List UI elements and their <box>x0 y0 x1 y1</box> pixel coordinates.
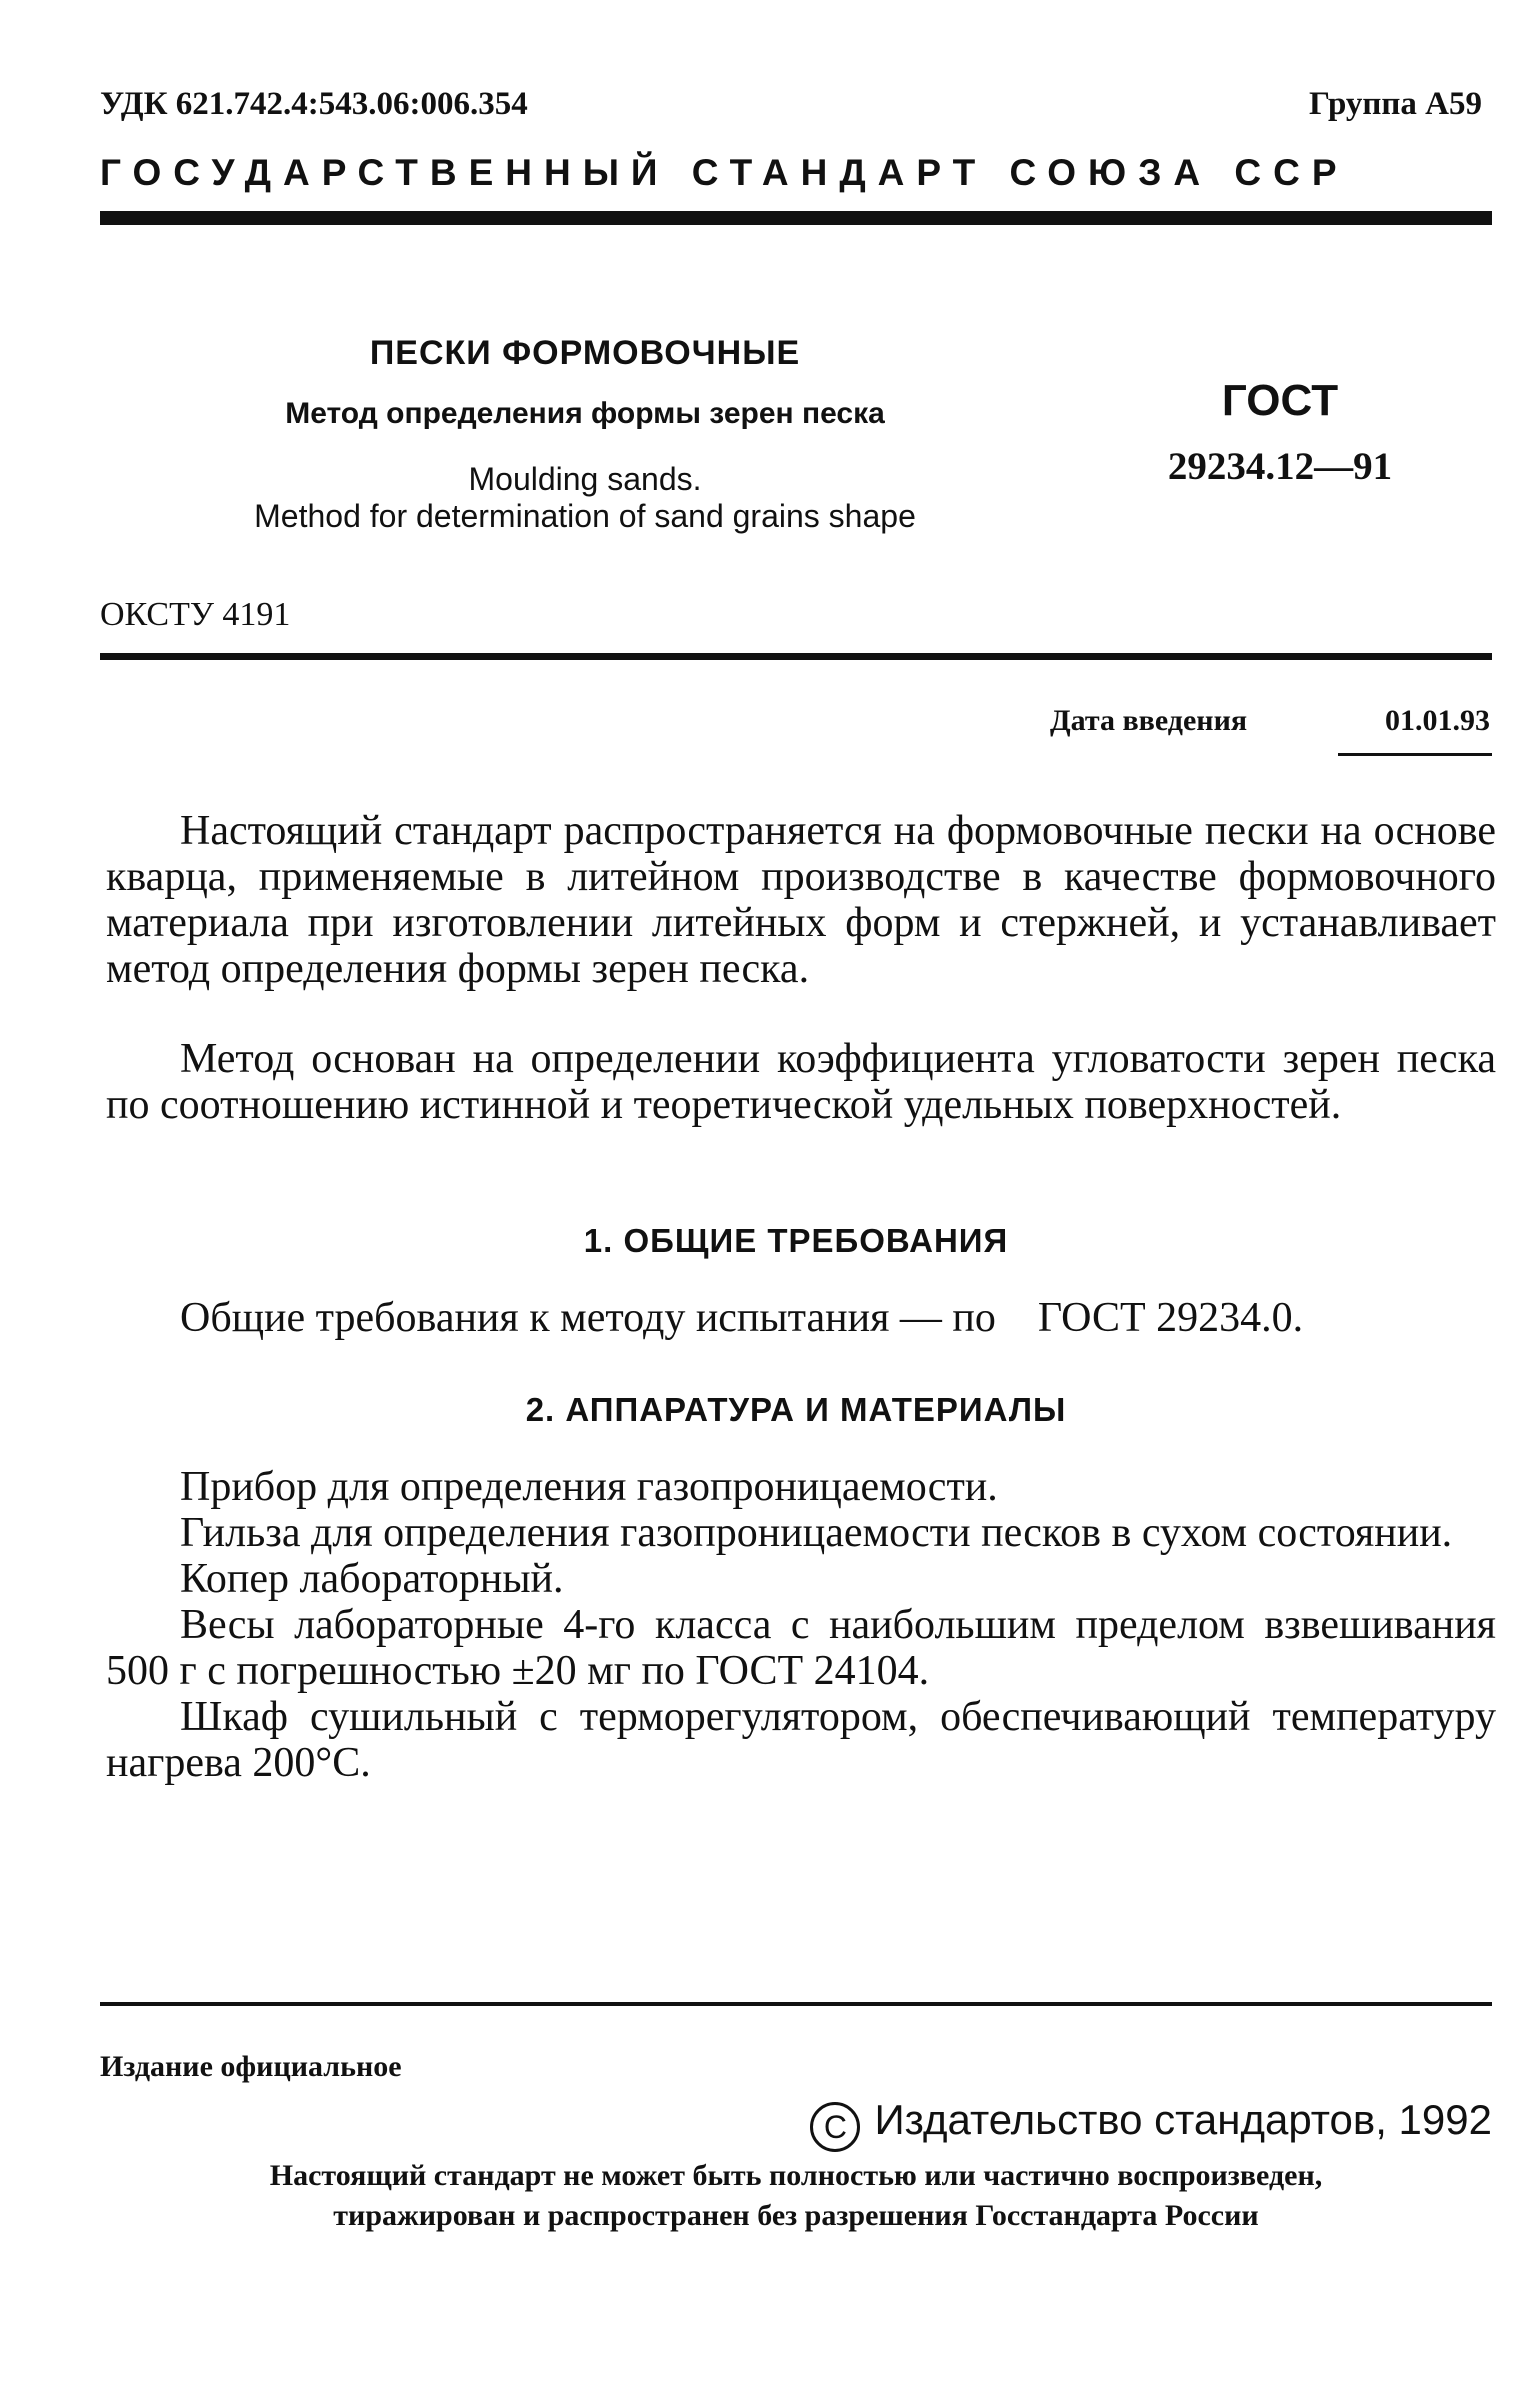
copyright-text: Издательство стандартов, 1992 <box>874 2096 1492 2143</box>
header-divider <box>100 211 1492 225</box>
okstu-code: ОКСТУ 4191 <box>100 596 291 633</box>
notice-line-2: тиражирован и распространен без разрешения Госстандарта России <box>333 2199 1259 2232</box>
section-1-heading: 1. ОБЩИЕ ТРЕБОВАНИЯ <box>583 1222 1009 1259</box>
introduction-date-underline <box>1338 753 1492 756</box>
english-title-line2: Method for determination of sand grains shape <box>254 498 916 534</box>
intro-section <box>106 808 1496 992</box>
equipment-item: Шкаф сушильный с терморегулятором, обеспечивающий температуру нагрева 200°С. <box>106 1694 1496 1786</box>
general-requirements-line <box>180 1294 1303 1342</box>
notice-line-1: Настоящий стандарт не может быть полностью или частично воспроизведен, <box>269 2159 1323 2192</box>
method-paragraph: Метод основан на определении коэффициента угловатости зерен песка по соотношению истинной и теоретической удельных поверхностей. <box>106 1036 1496 1128</box>
document-title: ПЕСКИ ФОРМОВОЧНЫЕ <box>369 334 801 372</box>
gost-reference: ГОСТ 29234.0. <box>1037 1295 1304 1341</box>
introduction-date-value: 01.01.93 <box>1385 704 1490 737</box>
state-standard-title: ГОСУДАРСТВЕННЫЙ СТАНДАРТ СОЮЗА ССР <box>100 152 1349 193</box>
equipment-item: Прибор для определения газопроницаемости. <box>180 1464 998 1510</box>
document-subtitle: Метод определения формы зерен песка <box>285 397 885 430</box>
equipment-item: Гильза для определения газопроницаемости песков в сухом состоянии. <box>180 1510 1453 1556</box>
equipment-list <box>106 1464 1496 1786</box>
copyright-line <box>810 2096 1492 2152</box>
intro-paragraph: Настоящий стандарт распространяется на формовочные пески на основе кварца, применяемые в литейном производстве в качестве формовочного материала при изготовлении литейных форм и стержней, и устанавливает метод определения формы зерен песка. <box>106 808 1496 992</box>
title-divider <box>100 653 1492 660</box>
english-title-line1: Moulding sands. <box>468 461 702 497</box>
equipment-item: Копер лабораторный. <box>180 1556 564 1602</box>
gost-label: ГОСТ <box>1221 376 1339 425</box>
gost-number: 29234.12—91 <box>1167 445 1393 488</box>
method-section <box>106 1036 1496 1128</box>
group-code: Группа А59 <box>1309 86 1482 122</box>
general-requirements-text: Общие требования к методу испытания — по <box>180 1295 996 1341</box>
equipment-item: Весы лабораторные 4-го класса с наибольшим пределом взвешивания 500 г с погрешностью ±20 мг по ГОСТ 24104. <box>106 1602 1496 1694</box>
edition-label: Издание официальное <box>100 2050 402 2083</box>
copyright-icon: C <box>810 2102 860 2152</box>
footer-divider <box>100 2002 1492 2006</box>
section-2-heading: 2. АППАРАТУРА И МАТЕРИАЛЫ <box>525 1391 1067 1428</box>
introduction-date-label: Дата введения <box>1050 704 1248 737</box>
reproduction-notice <box>100 2156 1492 2236</box>
udk-code: УДК 621.742.4:543.06:006.354 <box>100 86 528 122</box>
